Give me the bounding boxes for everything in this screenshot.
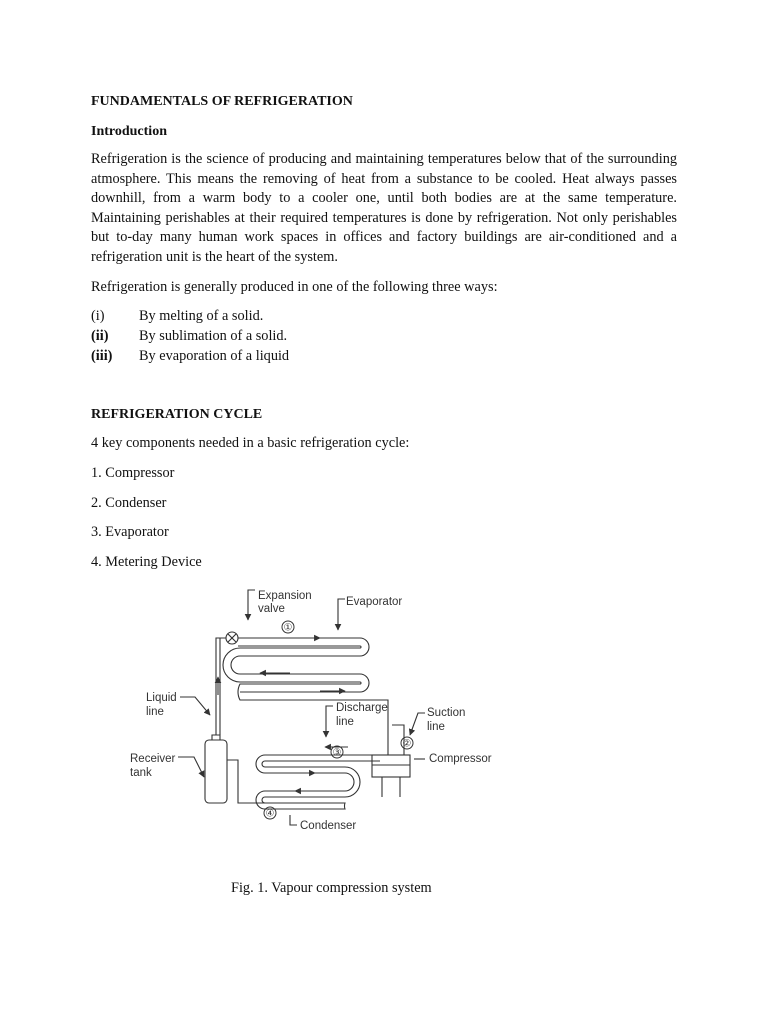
liquid-line-label: line (146, 706, 164, 718)
evaporator-label: Evaporator (346, 596, 403, 608)
list-item-number: (i) (91, 308, 105, 324)
ways-intro: Refrigeration is generally produced in one of the following three ways: (91, 279, 498, 295)
list-item (91, 306, 289, 326)
refrigeration-cycle-heading: REFRIGERATION CYCLE (91, 407, 263, 422)
evaporator-coil (223, 646, 388, 755)
list-item-text: By evaporation of a liquid (139, 348, 290, 364)
discharge-line-label: Discharge (336, 702, 388, 714)
list-item-number: (iii) (91, 348, 113, 364)
suction-line-label: Suction (427, 707, 466, 719)
expansion-valve-label: Expansion (258, 590, 312, 602)
condenser-coil (256, 755, 388, 809)
liquid-line-label: Liquid (146, 692, 177, 704)
list-item-text: By melting of a solid. (139, 308, 264, 324)
vapour-compression-diagram (120, 585, 520, 840)
component-item: 3. Evaporator (91, 524, 169, 540)
list-item (91, 346, 289, 366)
suction-line-label: line (427, 721, 445, 733)
component-item: 4. Metering Device (91, 554, 202, 570)
marker-3: ③ (332, 747, 342, 759)
expansion-valve-label: valve (258, 603, 285, 615)
condenser-label: Condenser (300, 820, 357, 832)
receiver-tank-label: Receiver (130, 753, 176, 765)
marker-4: ④ (265, 808, 275, 820)
ways-list (91, 306, 289, 366)
list-item-number: (ii) (91, 328, 109, 344)
document-title: FUNDAMENTALS OF REFRIGERATION (91, 94, 353, 109)
receiver-tank (205, 740, 227, 803)
marker-1: ① (283, 622, 293, 634)
figure-caption: Fig. 1. Vapour compression system (231, 880, 432, 896)
introduction-heading: Introduction (91, 124, 167, 139)
list-item (91, 326, 289, 346)
component-item: 1. Compressor (91, 465, 175, 481)
compressor (372, 755, 410, 777)
component-item: 2. Condenser (91, 495, 167, 511)
discharge-line-label: line (336, 716, 354, 728)
introduction-paragraph: Refrigeration is the science of producing and maintaining temperatures below that of the surrounding atmosphere. This means the removing of heat from a substance to be cooled. Heat always passes downhill, from a warm body to a cooler one, until both bodies are at the same temperature. Maintaining perishables at their required temperatures is done by refrigeration. Not only perishables but to-day many human work spaces in offices and factory buildings are air-conditioned and a refrigeration unit is the heart of the system. (91, 151, 677, 265)
list-item-text: By sublimation of a solid. (139, 328, 288, 344)
receiver-tank-label: tank (130, 767, 152, 779)
marker-2: ② (402, 738, 412, 750)
components-intro: 4 key components needed in a basic refrigeration cycle: (91, 435, 410, 451)
compressor-label: Compressor (429, 753, 492, 765)
